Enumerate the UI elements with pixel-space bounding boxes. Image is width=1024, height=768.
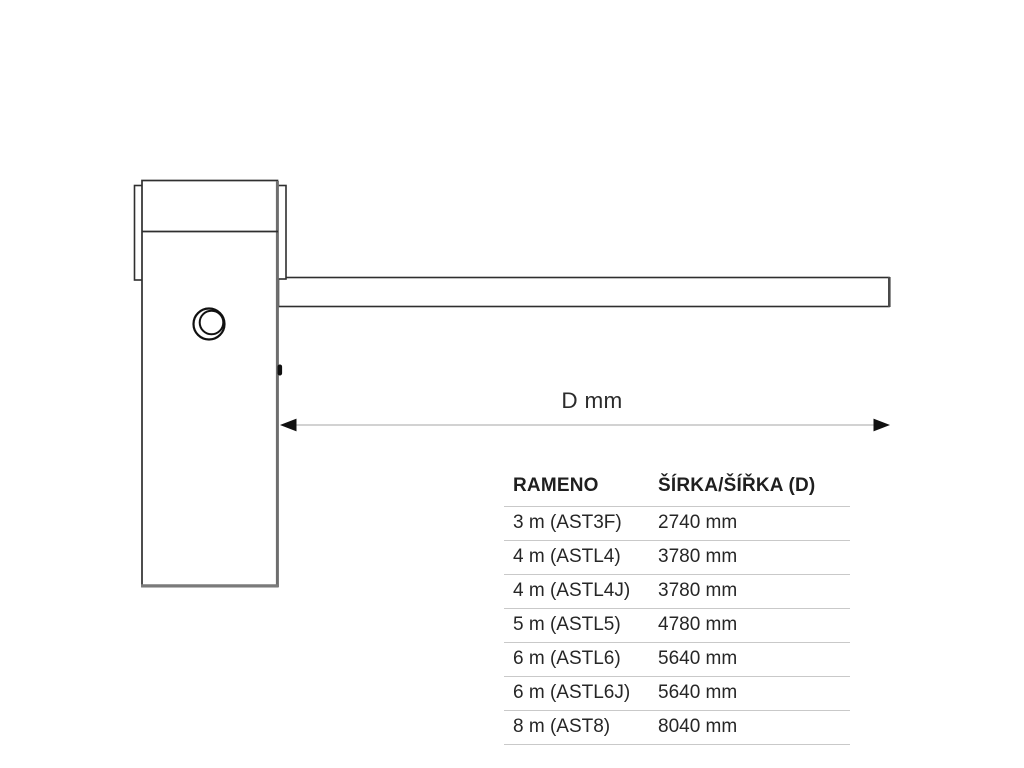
table-row xyxy=(504,575,850,609)
arm-name-cell: 4 m (ASTL4J) xyxy=(504,575,649,609)
width-value-cell: 5640 mm xyxy=(649,677,850,711)
arm-name-cell: 6 m (ASTL6) xyxy=(504,643,649,677)
table-row xyxy=(504,609,850,643)
arm-name-cell: 3 m (AST3F) xyxy=(504,507,649,541)
dimension-arrow xyxy=(280,419,890,432)
table-row xyxy=(504,711,850,745)
width-value-cell: 5640 mm xyxy=(649,643,850,677)
table-row xyxy=(504,541,850,575)
hinge-pin xyxy=(278,365,283,376)
column-header-arm: RAMENO xyxy=(504,472,649,507)
spec-table xyxy=(504,472,850,745)
dimension-label: D mm xyxy=(561,388,623,413)
table-row xyxy=(504,677,850,711)
table-row xyxy=(504,643,850,677)
width-value-cell: 3780 mm xyxy=(649,575,850,609)
width-value-cell: 3780 mm xyxy=(649,541,850,575)
table-header-row xyxy=(504,472,850,507)
width-value-cell: 8040 mm xyxy=(649,711,850,745)
spec-table-container xyxy=(504,472,850,745)
width-value-cell: 4780 mm xyxy=(649,609,850,643)
barrier-arm xyxy=(279,277,890,307)
arm-name-cell: 6 m (ASTL6J) xyxy=(504,677,649,711)
width-value-cell: 2740 mm xyxy=(649,507,850,541)
column-header-width: ŠÍRKA/ŠÍŘKA (D) xyxy=(649,472,850,507)
pivot-bolt-icon xyxy=(194,309,225,340)
table-row xyxy=(504,507,850,541)
arm-name-cell: 8 m (AST8) xyxy=(504,711,649,745)
arm-name-cell: 5 m (ASTL5) xyxy=(504,609,649,643)
arm-name-cell: 4 m (ASTL4) xyxy=(504,541,649,575)
barrier-housing xyxy=(141,181,279,588)
